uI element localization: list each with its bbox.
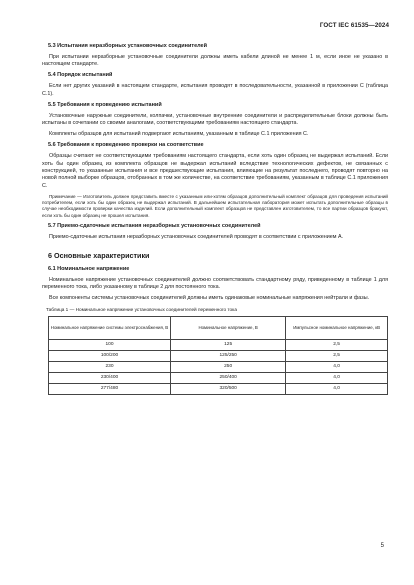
paragraph: Приемо-сдаточные испытания неразборных установочных соединителей проводят в соответствии с приложением А. [49,234,344,241]
table-cell: 2,5 [286,350,388,361]
section-5-3 [42,43,388,69]
table-cell: 4,0 [286,383,388,394]
table-cell: 125/250 [171,350,286,361]
page-number: 5 [380,543,384,549]
column-header: Номинальное напряжение системы электроснабжения, В [49,316,171,339]
table-cell: 230/400 [49,372,171,383]
table-cell: 4,0 [286,361,388,372]
note: Примечание — Изготовитель должен представить вместе с указанным или-хотям образцов дополнительный комплект образцов для проведения испытаний потребителем, если хоть бы один образец не выдержал испытаний. В дальнейшем испытательная лаборатория может испытать дополнительные образцы в случае необходимости проверки качества изделий. Если дополнительный комплект образцов не представлен изготовителем, то все партии образцов бракуют, если хоть бы один образец не прошел испытания. [42,193,388,218]
table-row [49,383,388,394]
paragraph: Установочные наружные соединители, колпачки, установочные внутренние соединители и распределительные блоки должны быть испытаны в сочетании со своими аналогами, соответствующими требованиям настоящего стандарта. [42,112,388,127]
table-row [49,361,388,372]
table-row [49,339,388,350]
paragraph: Номинальное напряжение установочных соединителей должно соответствовать стандартному ряду, приведенному в таблице 1 для переменного тока, либо указанному в таблице 2 для постоянного тока. [42,277,388,291]
standard-header: ГОСТ IEC 61535—2024 [319,22,389,29]
table-cell: 100 [49,339,171,350]
section-heading: 5.4 Порядок испытаний [48,72,113,79]
table-cell: 230 [49,361,171,372]
paragraph: Все компоненты системы установочных соединителей должны иметь одинаковые номинальные напряжения нейтрали и фазы. [49,295,370,302]
section-5-4 [42,72,388,98]
paragraph: Образцы считают не соответствующими требованиям настоящего стандарта, если хоть один образец не выдержал испытаний. Если хоть бы один образец из комплекта образцов не выдержал испытаний вследствие технологических дефектов, не связанных с конструкцией, то указанные испытания и все предшествующие испытания, влияющие на результат последнего, проводят повторно на новой полной выборке образцов, отобранных в том же количестве, на соответствие требованиям, указанным в таблице С.1 приложения С. [42,153,388,189]
column-header: Номинальное напряжение, В [171,316,286,339]
table-cell: 320/500 [171,383,286,394]
chapter-heading: 6 Основные характеристики [48,250,150,260]
table-row [49,350,388,361]
section-5-5 [42,102,388,139]
section-heading: 5.5 Требования к проведению испытаний [48,101,162,108]
section-5-7 [42,223,388,241]
paragraph: При испытании неразборные установочные соединители должны иметь кабели длиной не менее 1 м, если иное не указано в настоящем стандарте. [42,54,388,68]
paragraph: Комплекты образцов для испытаний подвергают испытаниям, указанным в таблице С.1 приложения С. [49,131,309,138]
table-cell: 2,5 [286,339,388,350]
table-header-row [49,316,388,339]
table-cell: 4,0 [286,372,388,383]
voltage-table [48,316,388,395]
table-caption: Таблица 1 — Номинальное напряжение установочных соединителей переменного тока [46,307,237,313]
table-cell: 250 [171,361,286,372]
column-header: Импульсное номинальное напряжение, кВ [286,316,388,339]
table-cell: 277/480 [49,383,171,394]
page-content [42,43,388,395]
section-heading: 5.3 Испытания неразборных установочных соединителей [48,43,207,49]
table-cell: 125 [171,339,286,350]
table-row [49,372,388,383]
table-cell: 100/200 [49,350,171,361]
section-heading: 6.1 Номинальное напряжение [48,266,130,273]
section-heading: 5.7 Приемо-сдаточные испытания неразборных установочных соединителей [48,223,261,230]
section-heading: 5.6 Требования к проведению проверки на соответствие [48,142,204,149]
paragraph: Если нет других указаний в настоящем стандарте, испытания проводят в последовательности, указанной в приложении С (таблица С.1). [42,83,388,97]
section-5-6 [42,142,388,219]
table-cell: 250/400 [171,372,286,383]
section-6 [42,252,388,303]
